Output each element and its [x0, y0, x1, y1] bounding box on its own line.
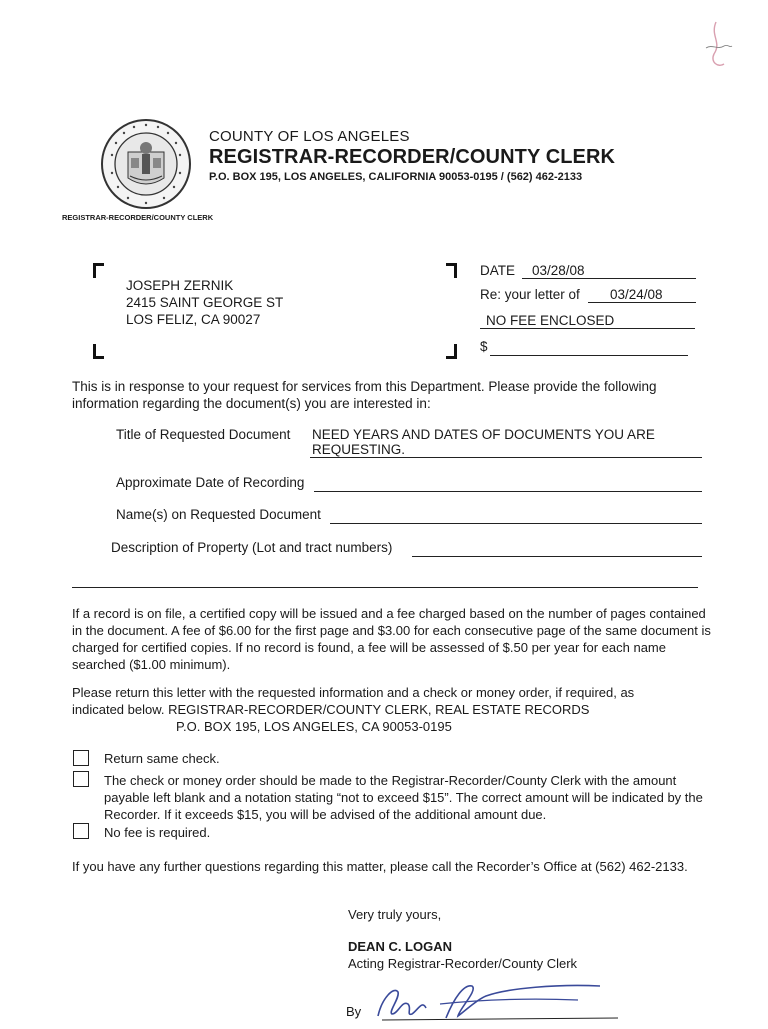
return-paragraph [72, 684, 712, 735]
questions-paragraph: If you have any further questions regarding this matter, please call the Recorder’s Office at (562) 462-2133. [72, 859, 688, 874]
return-line-2: indicated below. REGISTRAR-RECORDER/COUNTY CLERK, REAL ESTATE RECORDS [72, 702, 590, 717]
return-line-1: Please return this letter with the requested information and a check or money order, if required, as [72, 685, 635, 700]
recipient-street: 2415 SAINT GEORGE ST [126, 295, 284, 310]
letterhead [209, 128, 615, 183]
recording-date-label: Approximate Date of Recording [116, 475, 305, 490]
property-field [412, 540, 702, 557]
address-bracket-bottom-left [93, 344, 104, 359]
address-bracket-top-left [93, 263, 104, 278]
names-label: Name(s) on Requested Document [116, 507, 321, 522]
date-value: 03/28/08 [522, 263, 696, 279]
address-bracket-bottom-right [446, 344, 457, 359]
property-label: Description of Property (Lot and tract numbers) [111, 540, 393, 555]
intro-paragraph: This is in response to your request for services from this Department. Please provide the following information regarding the document(s) you are interested in: [72, 379, 657, 411]
title-label: Title of Requested Document [116, 427, 291, 442]
return-check-checkbox[interactable] [73, 750, 89, 766]
recording-date-field [314, 475, 702, 492]
seal-caption: REGISTRAR-RECORDER/COUNTY CLERK [62, 213, 214, 222]
re-value: 03/24/08 [588, 287, 696, 303]
title-value-line2: REQUESTING. [310, 442, 702, 458]
money-order-checkbox[interactable] [73, 771, 89, 787]
extra-line [72, 573, 698, 588]
recipient-address [126, 277, 283, 328]
by-label: By [346, 1004, 362, 1019]
letter-meta [480, 263, 663, 363]
county-seal [100, 118, 192, 210]
fee-row [480, 311, 615, 335]
amount-row [480, 339, 580, 363]
title-value-line1: NEED YEARS AND DATES OF DOCUMENTS YOU ARE [312, 427, 655, 442]
recipient-name: JOSEPH ZERNIK [126, 278, 234, 293]
re-label: Re: your letter of [480, 287, 580, 302]
fee-note: NO FEE ENCLOSED [480, 313, 695, 329]
signer-title: Acting Registrar-Recorder/County Clerk [348, 956, 578, 971]
date-label: DATE [480, 263, 516, 278]
department-address: P.O. BOX 195, LOS ANGELES, CALIFORNIA 90053-0195 / (562) 462-2133 [209, 171, 583, 183]
signer-name: DEAN C. LOGAN [348, 939, 452, 954]
no-fee-checkbox[interactable] [73, 823, 89, 839]
option-money-order: The check or money order should be made to the Registrar-Recorder/County Clerk with the amount payable left blank and a notation stating “not to exceed $15”. The correct amount will be indicated by the Recorder. If it exceeds $15, you will be advised of the additional amount due. [104, 773, 703, 822]
county-name: COUNTY OF LOS ANGELES [209, 128, 410, 145]
department-name: REGISTRAR-RECORDER/COUNTY CLERK [209, 146, 616, 168]
option-return-check: Return same check. [104, 751, 220, 766]
recipient-city: LOS FELIZ, CA 90027 [126, 312, 261, 327]
handwritten-signature [368, 978, 628, 1024]
option-no-fee: No fee is required. [104, 825, 211, 840]
digital-signature-stamp [702, 20, 762, 74]
dollar-label: $ [480, 339, 488, 354]
return-line-3: P.O. BOX 195, LOS ANGELES, CA 90053-0195 [176, 719, 452, 734]
fee-paragraph: If a record is on file, a certified copy will be issued and a fee charged based on the number of pages contained in the document. A fee of $6.00 for the first page and $3.00 for each consecutive page of the same document is charged for certified copies. If no record is found, a fee will be assessed of $.50 per year for each name searched ($1.00 minimum). [72, 606, 711, 672]
re-row [480, 287, 663, 311]
amount-field [490, 339, 688, 356]
date-row [480, 263, 585, 287]
salutation: Very truly yours, [348, 907, 442, 922]
names-field [330, 507, 702, 524]
address-bracket-top-right [446, 263, 457, 278]
